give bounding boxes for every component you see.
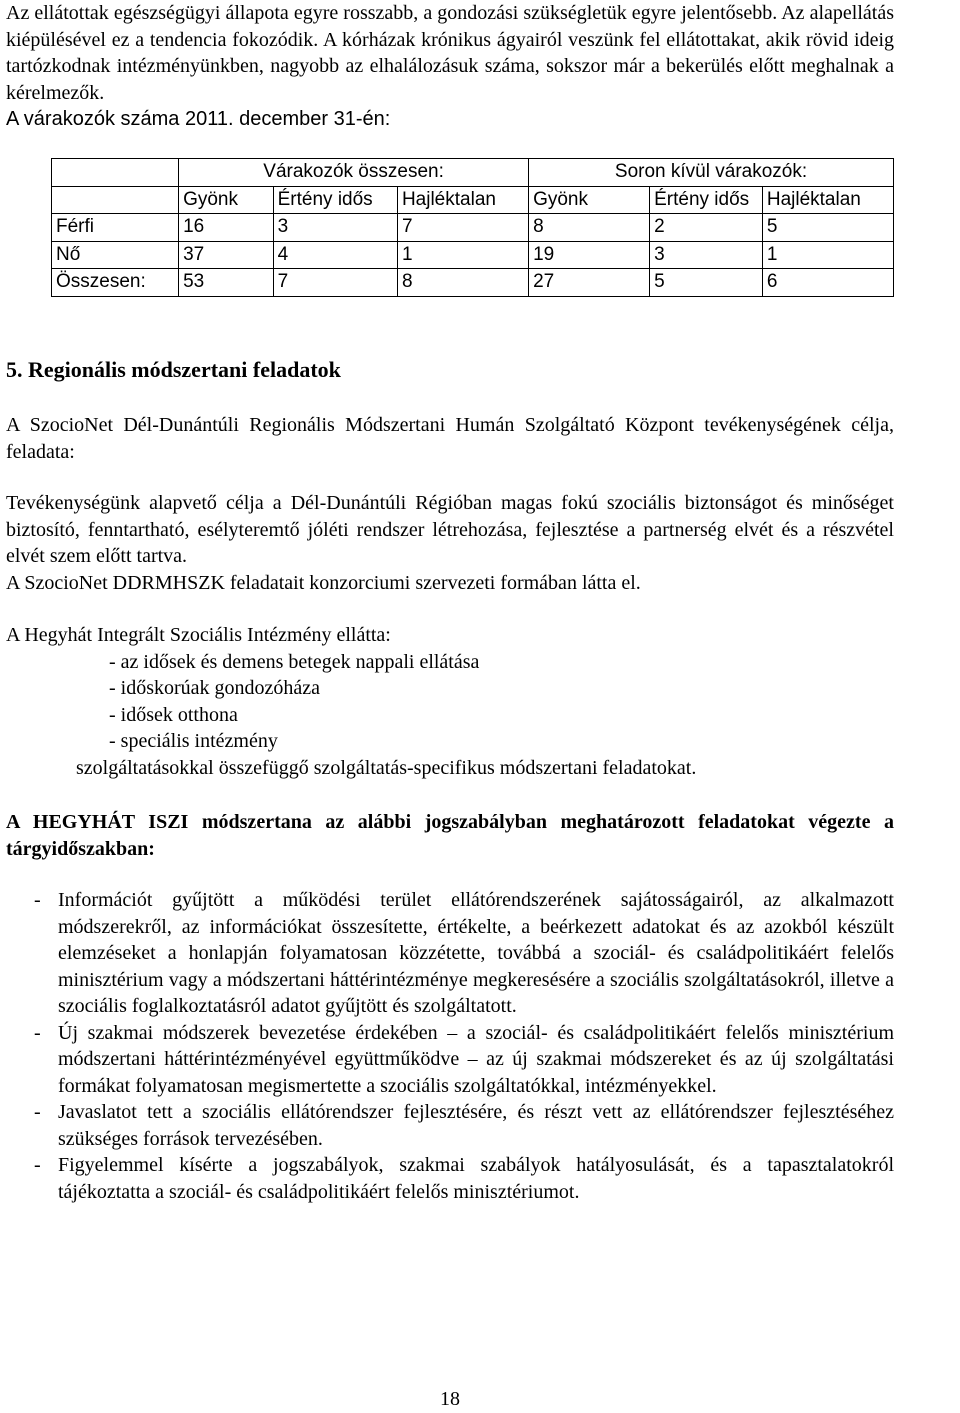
section-heading: 5. Regionális módszertani feladatok <box>6 357 341 382</box>
list-item <box>6 1099 894 1152</box>
main-goal-paragraph: Tevékenységünk alapvető célja a Dél-Dunántúli Régióban magas fokú szociális biztonságot és minőséget biztosító, fenntartható, esélyteremtő jóléti rendszer létrehozása, fejlesztése a partnerség elvét és a részvétel elvét szem előtt tartva. <box>6 492 894 567</box>
table-cell: 3 <box>273 214 397 242</box>
list-item-text: Új szakmai módszerek bevezetése érdekében – a szociál- és családpolitikáért felelős minisztérium módszertani háttérintézményével együttműködve – az új szakmai módszereket és az új szolgáltatási formákat folyamatosan megismertette a szociális szolgáltatókkal, intézményekkel. <box>58 1021 894 1097</box>
list-item <box>6 1020 894 1100</box>
task-list <box>6 887 894 1205</box>
table-cell: 1 <box>762 241 893 269</box>
dash-marker: - <box>34 1021 41 1044</box>
institution-outro: szolgáltatásokkal összefüggő szolgáltatás-specifikus módszertani feladatokat. <box>76 756 697 779</box>
list-item-text: Figyelemmel kísérte a jogszabályok, szakmai szabályok hatályosulását, és a tapasztalatokról tájékoztatta a szociál- és családpolitikáért felelős minisztériumot. <box>58 1154 894 1203</box>
table-row <box>52 214 894 242</box>
dash-marker: - <box>34 1101 41 1123</box>
group-header-waiting-total: Várakozók összesen: <box>179 159 529 187</box>
table-cell: 53 <box>179 269 274 297</box>
dash-marker: - <box>34 889 41 911</box>
table-cell: 5 <box>762 214 893 242</box>
waiting-list-table <box>51 158 894 297</box>
column-header: Hajléktalan <box>762 186 893 214</box>
methodology-heading: A HEGYHÁT ISZI módszertana az alábbi jogszabályban meghatározott feladatokat végezte a tárgyidőszakban: <box>6 811 894 860</box>
table-cell: 2 <box>650 214 763 242</box>
table-cell: 8 <box>529 214 650 242</box>
waiting-count-line: A várakozók száma 2011. december 31-én: <box>6 108 391 130</box>
table-column-header-row <box>52 186 894 214</box>
table-group-header-row <box>52 159 894 187</box>
column-header: Hajléktalan <box>397 186 528 214</box>
list-item <box>6 1152 894 1205</box>
list-item-text: Információt gyűjtött a működési terület ellátórendszerének sajátosságairól, az alkalmazott módszerekről, az információkat összesítette, értékelte, a beérkezett adatokat és az azokból készült elemzéseket a honlapján folyamatosan közzétette, továbbá a szociál- és családpolitikáért felelős minisztérium vagy a módszertani háttérintézménye megkeresésére a szociális szolgáltatásokról, illetve a szociális foglalkoztatásról adatot gyűjtött és szolgáltatott. <box>58 889 894 1017</box>
table-cell: 8 <box>397 269 528 297</box>
column-header: Értény idős <box>650 186 763 214</box>
page-number: 18 <box>440 1388 460 1410</box>
service-list-item: - speciális intézmény <box>109 730 278 752</box>
row-label: Összesen: <box>52 269 179 297</box>
table-cell: 4 <box>273 241 397 269</box>
service-list-item: - az idősek és demens betegek nappali ellátása <box>109 650 480 673</box>
service-list-item: - idősek otthona <box>109 703 238 726</box>
table-cell: 27 <box>529 269 650 297</box>
column-header: Gyönk <box>529 186 650 214</box>
intro-block <box>6 0 894 133</box>
service-list-item: - időskorúak gondozóháza <box>109 677 321 699</box>
center-purpose-paragraph: A SzocioNet Dél-Dunántúli Regionális Módszertani Humán Szolgáltató Központ tevékenységének célja, feladata: <box>6 414 894 463</box>
consortium-paragraph: A SzocioNet DDRMHSZK feladatait konzorciumi szervezeti formában látta el. <box>6 571 641 594</box>
table-cell: 5 <box>650 269 763 297</box>
table-cell: 16 <box>179 214 274 242</box>
table-cell: 37 <box>179 241 274 269</box>
table-cell: 6 <box>762 269 893 297</box>
table-cell: 7 <box>397 214 528 242</box>
table-corner-cell <box>52 159 179 187</box>
section-5 <box>6 356 894 1205</box>
table-cell: 19 <box>529 241 650 269</box>
table-cell: 3 <box>650 241 763 269</box>
column-header: Értény idős <box>273 186 397 214</box>
table-row <box>52 269 894 297</box>
list-item-text: Javaslatot tett a szociális ellátórendszer fejlesztésére, és részt vett az ellátórendszer fejlesztéséhez szükséges források tervezésében. <box>58 1101 894 1150</box>
column-header: Gyönk <box>179 186 274 214</box>
intro-paragraph: Az ellátottak egészségügyi állapota egyre rosszabb, a gondozási szükségletük egyre jelentősebb. Az alapellátás kiépülésével ez a tendencia fokozódik. A kórházak krónikus ágyairól veszünk fel ellátottakat, akik rövid ideig tartózkodnak intézményünkben, nagyobb az elhalálozásuk száma, sokszor már a bekerülés előtt meghalnak a kérelmezők. <box>6 2 894 104</box>
dash-marker: - <box>34 1154 41 1176</box>
table-cell: 7 <box>273 269 397 297</box>
row-label: Nő <box>52 241 179 269</box>
table-cell: 1 <box>397 241 528 269</box>
row-label: Férfi <box>52 214 179 242</box>
table-corner-cell <box>52 186 179 214</box>
table-row <box>52 241 894 269</box>
group-header-out-of-turn: Soron kívül várakozók: <box>529 159 894 187</box>
list-item <box>6 887 894 1020</box>
institution-intro: A Hegyhát Integrált Szociális Intézmény ellátta: <box>6 624 391 646</box>
